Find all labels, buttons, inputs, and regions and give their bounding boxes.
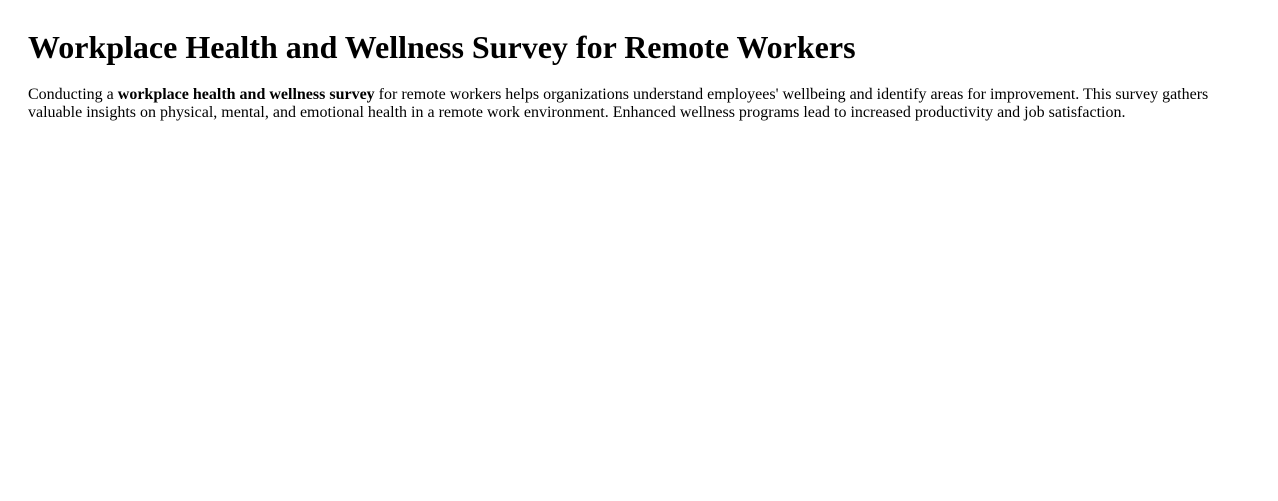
intro-paragraph <box>28 86 1250 122</box>
page-content <box>0 0 1278 122</box>
intro-emphasis: workplace health and wellness survey <box>117 86 375 103</box>
intro-text-end: for remote workers helps organizations understand employees' wellbeing and identify areas for improvement. This survey gathers valuable insights on physical, mental, and emotional health in a remote work environment. Enhanced wellness programs lead to increased productivity and job satisfaction. <box>28 86 1209 121</box>
page-title: Workplace Health and Wellness Survey for Remote Workers <box>28 29 856 65</box>
intro-text-start: Conducting a <box>28 86 118 103</box>
